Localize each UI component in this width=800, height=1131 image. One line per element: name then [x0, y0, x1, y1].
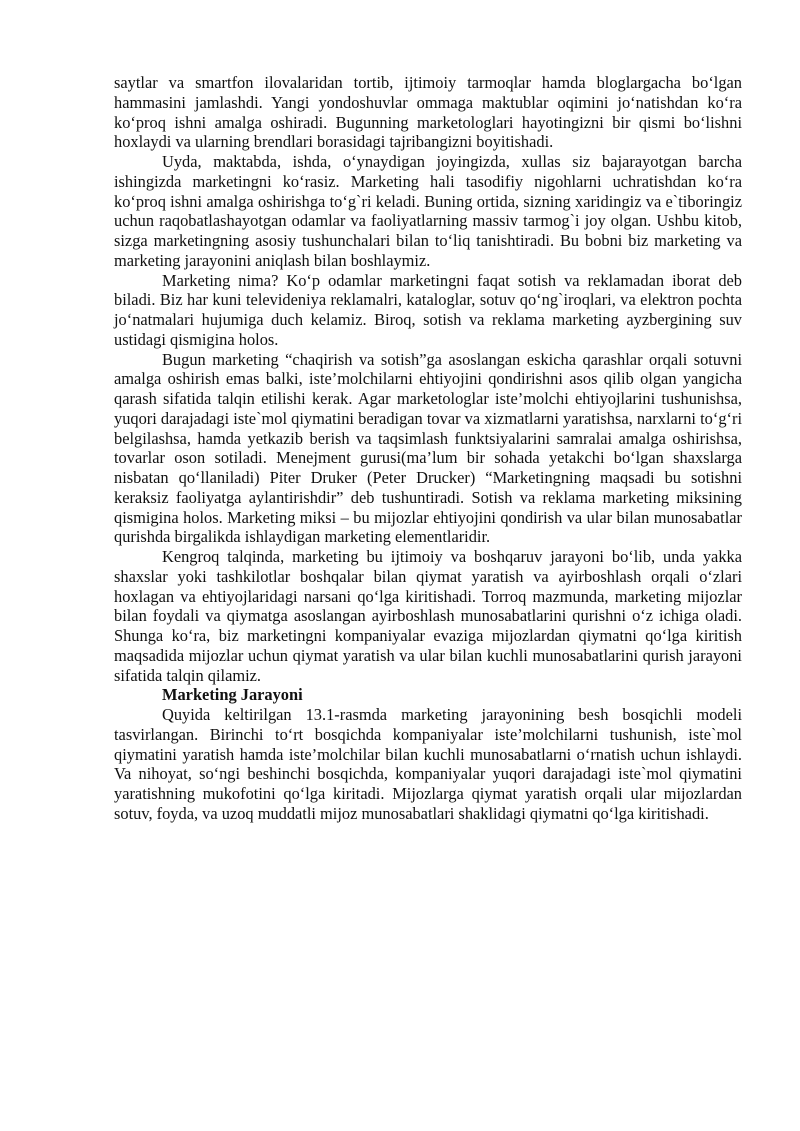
paragraph-marketing-process: Quyida keltirilgan 13.1-rasmda marketing jarayonining besh bosqichli modeli tasvirlangan. Birinchi to‘rt bosqichda kompaniyalar iste’molchilarni tushunish, iste`mol qiymatini yaratish hamda iste’molchilar bilan kuchli munosabatlarni o‘rnatish uchun ishlaydi. Va nihoyat, so‘ngi beshinchi bosqichda, kompaniyalar yuqori darajadagi iste`mol qiymatini yaratishning mukofotini qo‘lga kiritadi. Mijozlarga qiymat yaratish orqali ular mijozlardan sotuv, foyda, va uzoq muddatli mijoz munosabatlari shaklidagi qiymatni qo‘lga kiritishadi. [114, 705, 742, 823]
section-heading: Marketing Jarayoni [162, 685, 303, 705]
paragraph-modern-marketing: Bugun marketing “chaqirish va sotish”ga asoslangan eskicha qarashlar orqali sotuvni amalga oshirish emas balki, iste’molchilarni ehtiyojini qondirishni asos qilib olgan yangicha qarash sifatida talqin etilishi kerak. Agar marketologlar iste’molchi ehtiyojlarini tushunishsa, yuqori darajadagi iste`mol qiymatini beradigan tovar va xizmatlarni yaratishsa, narxlarni to‘g‘ri belgilashsa, hamda yetkazib berish va taqsimlash funktsiyalarini samralai amalga oshirishsa, tovarlar oson sotiladi. Menejment gurusi(ma’lum bir sohada yetakchi bo‘lgan shaxslarga nisbatan qo‘llaniladi) Piter Druker (Peter Drucker) “Marketingning maqsadi bu sotishni keraksiz faoliyatga aylantirishdir” deb tushuntiradi. Sotish va reklama marketing miksining qismigina holos. Marketing miksi – bu mijozlar ehtiyojini qondirish va ular bilan munosabatlar qurishda birgalikda ishlaydigan marketing elementlaridir. [114, 349, 742, 547]
paragraph-what-is-marketing: Marketing nima? Ko‘p odamlar marketingni faqat sotish va reklamadan iborat deb biladi. Biz har kuni televideniya reklamalri, kataloglar, sotuv qo‘ng`iroqlari, va elektron pochta jo‘natmalari hujumiga duch kelamiz. Biroq, sotish va reklama marketing ayzbergining suv ustidagi qismigina holos. [114, 270, 742, 349]
paragraph-continuation: saytlar va smartfon ilovalaridan tortib, ijtimoiy tarmoqlar hamda bloglargacha bo‘lgan hammasini jamlashdi. Yangi yondoshuvlar ommaga maktublar oqimini jo‘natishdan ko‘ra ko‘proq ishni amalga oshiradi. Bugunning marketologlari hayotingizni bir qismi bo‘lishni hoxlaydi va ularning brendlari borasidagi tajribangizni boyitishadi. [114, 73, 742, 152]
paragraph-broad-definition: Kengroq talqinda, marketing bu ijtimoiy va boshqaruv jarayoni bo‘lib, unda yakka shaxslar yoki tashkilotlar boshqalar bilan qiymat yaratish va ayirboshlash orqali o‘zlari hoxlagan va ehtiyojlaridagi narsani qo‘lga kiritishadi. Torroq mazmunda, marketing mijozlar bilan foydali va qiymatga asoslangan ayirboshlash munosabatlarini qurishni o‘z ichiga oladi. Shunga ko‘ra, biz marketingni kompaniyalar evaziga mijozlardan qiymatni qo‘lga kiritish maqsadida mijozlar uchun qiymat yaratish va ular bilan kuchli munosabatlarini qurish jarayoni sifatida talqin qilamiz. [114, 547, 742, 685]
paragraph-marketing-everywhere: Uyda, maktabda, ishda, o‘ynaydigan joyingizda, xullas siz bajarayotgan barcha ishingizda marketingni ko‘rasiz. Marketing hali tasodifiy nigohlarni uchratishdan ko‘ra ko‘proq ishni amalga oshirishga to‘g`ri keladi. Buning ortida, sizning xaridingiz va e`tiboringiz uchun raqobatlashayotgan odamlar va faoliyatlarning massiv tarmog`i joy olgan. Ushbu kitob, sizga marketingning asosiy tushunchalari bilan to‘liq tanishtiradi. Bu bobni biz marketing va marketing jarayonini aniqlash bilan boshlaymiz. [114, 152, 742, 270]
document-page [114, 73, 742, 824]
